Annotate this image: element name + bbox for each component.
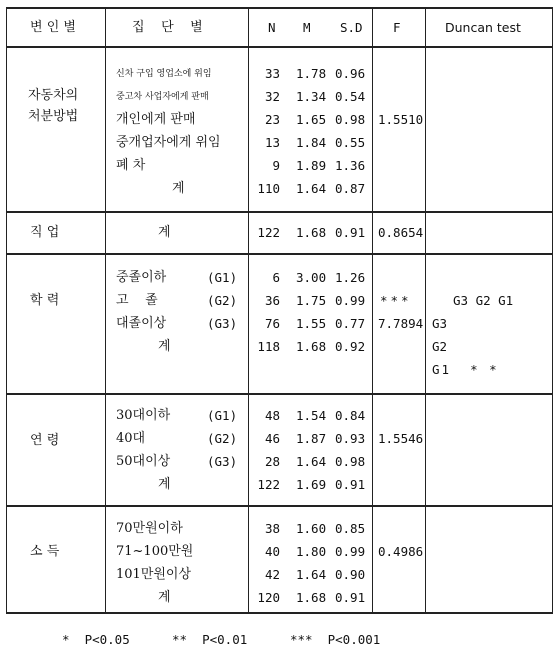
- section-rule: [6, 253, 553, 255]
- n-value: 33: [264, 66, 280, 81]
- sd-value: 1.26: [335, 270, 366, 285]
- n-value: 122: [257, 225, 280, 240]
- sd-value: 0.99: [335, 544, 366, 559]
- n-value: 13: [264, 135, 280, 150]
- group-code: (G2): [207, 431, 238, 446]
- m-value: 1.64: [296, 567, 327, 582]
- sd-value: 0.55: [335, 135, 366, 150]
- n-value: 40: [264, 544, 280, 559]
- m-value: 1.75: [296, 293, 327, 308]
- m-value: 1.54: [296, 408, 327, 423]
- n-value: 118: [257, 339, 280, 354]
- group-total-label: 계: [158, 477, 171, 492]
- m-value: 1.64: [296, 454, 327, 469]
- n-value: 48: [264, 408, 280, 423]
- m-value: 1.68: [296, 225, 327, 240]
- f-significance: ***: [380, 293, 412, 308]
- n-value: 110: [257, 181, 280, 196]
- group-total-label: 계: [158, 339, 171, 354]
- variable-label: 소 득: [30, 544, 60, 559]
- sd-value: 0.84: [335, 408, 366, 423]
- header-n: N: [268, 20, 276, 35]
- group-label: 중고차 사업자에게 판매: [116, 92, 209, 102]
- header-rule: [6, 46, 553, 48]
- sd-value: 0.91: [335, 590, 366, 605]
- sd-value: 0.54: [335, 89, 366, 104]
- group-code: (G1): [207, 408, 238, 423]
- table-top-rule: [6, 7, 553, 9]
- header-sd: S.D: [340, 20, 363, 35]
- group-label: 폐 차: [116, 158, 146, 173]
- variable-label: 연 령: [30, 433, 60, 448]
- group-code: (G3): [207, 316, 238, 331]
- m-value: 1.34: [296, 89, 327, 104]
- m-value: 1.84: [296, 135, 327, 150]
- n-value: 6: [272, 270, 280, 285]
- sd-value: 0.91: [335, 225, 366, 240]
- group-label: 50대이상: [116, 454, 171, 469]
- group-total-label: 계: [172, 181, 185, 196]
- header-duncan: Duncan test: [445, 20, 521, 35]
- n-value: 38: [264, 521, 280, 536]
- group-label: 40대: [116, 431, 146, 446]
- m-value: 1.65: [296, 112, 327, 127]
- m-value: 1.68: [296, 339, 327, 354]
- footnote-p01: ** P<0.01: [172, 632, 248, 647]
- group-label: 71~100만원: [116, 544, 194, 559]
- group-total-label: 계: [158, 225, 171, 240]
- sd-value: 0.99: [335, 293, 366, 308]
- sd-value: 0.98: [335, 454, 366, 469]
- col-divider: [425, 7, 426, 614]
- m-value: 1.68: [296, 590, 327, 605]
- sd-value: 0.93: [335, 431, 366, 446]
- f-value: 1.5546: [378, 431, 424, 446]
- group-label: 대졸이상: [116, 316, 167, 331]
- footnote-p05: * P<0.05: [62, 632, 130, 647]
- m-value: 1.89: [296, 158, 327, 173]
- sd-value: 0.77: [335, 316, 366, 331]
- group-label: 70만원이하: [116, 521, 183, 536]
- n-value: 122: [257, 477, 280, 492]
- f-value: 0.4986: [378, 544, 424, 559]
- group-label: 개인에게 판매: [116, 112, 196, 127]
- sd-value: 0.87: [335, 181, 366, 196]
- n-value: 9: [272, 158, 280, 173]
- sd-value: 0.90: [335, 567, 366, 582]
- variable-label: 학 력: [30, 293, 60, 308]
- variable-label: 자동차의: [28, 88, 79, 103]
- sd-value: 1.36: [335, 158, 366, 173]
- table-bottom-rule: [6, 612, 553, 614]
- variable-label: 처분방법: [28, 109, 79, 124]
- group-total-label: 계: [158, 590, 171, 605]
- sd-value: 0.91: [335, 477, 366, 492]
- section-rule: [6, 393, 553, 395]
- n-value: 42: [264, 567, 280, 582]
- col-divider: [248, 7, 249, 614]
- group-label: 고 졸: [116, 293, 158, 308]
- sd-value: 0.98: [335, 112, 366, 127]
- f-value: 0.8654: [378, 225, 424, 240]
- group-code: (G3): [207, 454, 238, 469]
- header-variable: 변 인 별: [30, 20, 76, 35]
- m-value: 3.00: [296, 270, 327, 285]
- group-label: 신차 구입 영업소에 위임: [116, 69, 212, 79]
- m-value: 1.55: [296, 316, 327, 331]
- duncan-row: G3: [432, 316, 448, 331]
- n-value: 46: [264, 431, 280, 446]
- n-value: 23: [264, 112, 280, 127]
- m-value: 1.64: [296, 181, 327, 196]
- m-value: 1.69: [296, 477, 327, 492]
- group-label: 중개업자에게 위임: [116, 135, 221, 150]
- group-label: 30대이하: [116, 408, 171, 423]
- right-border: [552, 7, 553, 614]
- f-value: 1.5510: [378, 112, 424, 127]
- group-code: (G1): [207, 270, 238, 285]
- m-value: 1.80: [296, 544, 327, 559]
- duncan-row: G1 * *: [432, 362, 499, 377]
- group-label: 101만원이상: [116, 567, 192, 582]
- n-value: 28: [264, 454, 280, 469]
- f-value: 7.7894: [378, 316, 424, 331]
- m-value: 1.60: [296, 521, 327, 536]
- group-label: 중졸이하: [116, 270, 167, 285]
- header-m: M: [303, 20, 311, 35]
- n-value: 32: [264, 89, 280, 104]
- n-value: 76: [264, 316, 280, 331]
- sd-value: 0.96: [335, 66, 366, 81]
- sd-value: 0.85: [335, 521, 366, 536]
- left-border: [6, 7, 7, 614]
- section-rule: [6, 505, 553, 507]
- sd-value: 0.92: [335, 339, 366, 354]
- m-value: 1.78: [296, 66, 327, 81]
- col-divider: [105, 7, 106, 614]
- n-value: 120: [257, 590, 280, 605]
- header-f: F: [393, 20, 401, 35]
- m-value: 1.87: [296, 431, 327, 446]
- group-code: (G2): [207, 293, 238, 308]
- variable-label: 직 업: [30, 225, 60, 240]
- footnote-p001: *** P<0.001: [290, 632, 381, 647]
- header-group: 집 단 별: [132, 20, 203, 35]
- n-value: 36: [264, 293, 280, 308]
- duncan-header-groups: G3 G2 G1: [453, 293, 514, 308]
- duncan-row: G2: [432, 339, 448, 354]
- col-divider: [372, 7, 373, 614]
- section-rule: [6, 211, 553, 213]
